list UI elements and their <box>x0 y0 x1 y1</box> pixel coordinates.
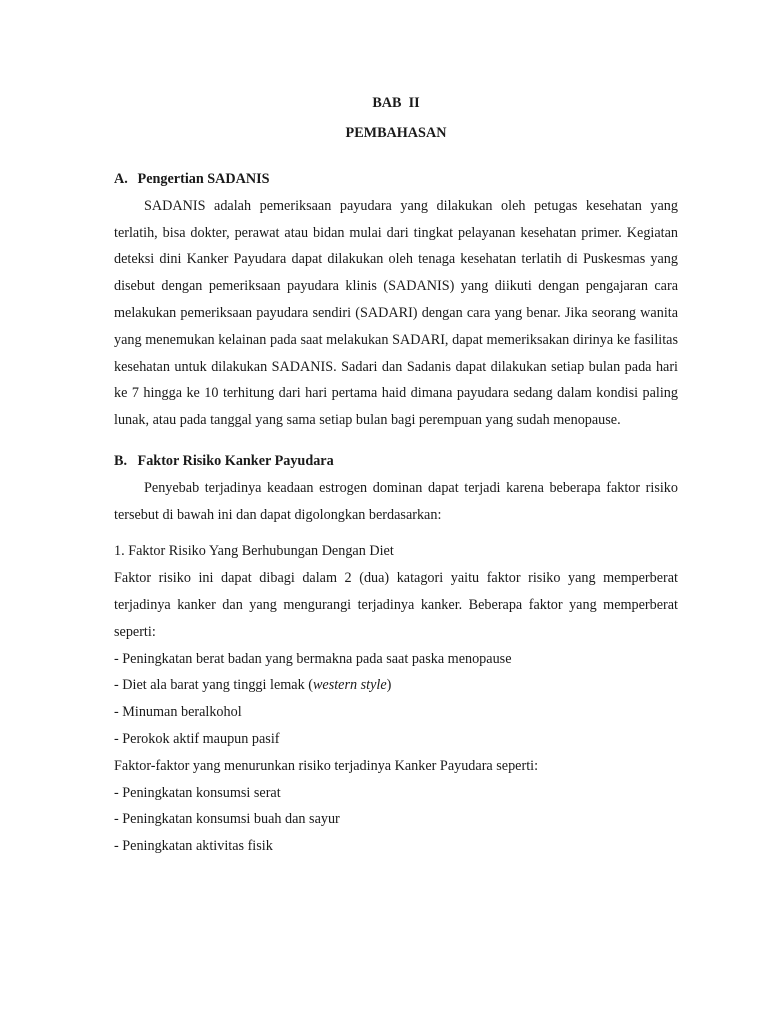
list-item-text: ) <box>386 677 392 694</box>
list-item-text: - Diet ala barat yang tinggi lemak ( <box>114 677 313 694</box>
section-a-number: A. <box>114 171 128 187</box>
chapter-label: BAB II <box>372 95 420 111</box>
list-item-aggravating-1: - Peningkatan berat badan yang bermakna pada saat paska menopause <box>114 650 512 667</box>
section-b-number: B. <box>114 452 128 469</box>
list-item-aggravating-4: - Perokok aktif maupun pasif <box>114 730 280 747</box>
section-a <box>114 166 678 434</box>
chapter-header <box>114 88 678 148</box>
section-b-paragraph: Penyebab terjadinya keadaan estrogen dominan dapat terjadi karena beberapa faktor risiko tersebut di bawah ini dan dapat digolongkan berdasarkan: <box>114 479 678 523</box>
reducing-intro: Faktor-faktor yang menurunkan risiko terjadinya Kanker Payudara seperti: <box>114 757 539 774</box>
section-a-title: Pengertian SADANIS <box>137 171 270 187</box>
subsection-1 <box>114 538 678 860</box>
list-item-reducing-1: - Peningkatan konsumsi serat <box>114 784 281 801</box>
section-b-heading <box>114 448 678 475</box>
page-content <box>114 88 678 860</box>
list-item-reducing-3: - Peningkatan aktivitas fisik <box>114 838 273 855</box>
section-b-title: Faktor Risiko Kanker Payudara <box>137 452 334 469</box>
list-item-aggravating-3: - Minuman beralkohol <box>114 704 242 721</box>
list-item-reducing-2: - Peningkatan konsumsi buah dan sayur <box>114 811 340 828</box>
list-item-aggravating-2 <box>114 672 678 699</box>
chapter-title: PEMBAHASAN <box>345 125 447 141</box>
subsection-1-title: 1. Faktor Risiko Yang Berhubungan Dengan Diet <box>114 543 394 560</box>
section-a-heading <box>114 166 678 193</box>
italic-term: western style <box>312 677 387 694</box>
section-b <box>114 448 678 528</box>
section-a-paragraph: SADANIS adalah pemeriksaan payudara yang dilakukan oleh petugas kesehatan yang terlatih, bisa dokter, perawat atau bidan mulai dari tingkat pelayanan kesehatan primer. Kegiatan deteksi dini Kanker Payudara dapat dilakukan oleh tenaga kesehatan terlatih di Puskesmas yang disebut dengan pemeriksaan payudara klinis (SADANIS) yang diikuti dengan pengajaran cara melakukan pemeriksaan payudara sendiri (SADARI) dengan cara yang benar. Jika seorang wanita yang menemukan kelainan pada saat melakukan SADARI, dapat memeriksakan dirinya ke fasilitas kesehatan untuk dilakukan SADANIS. Sadari dan Sadanis dapat dilakukan setiap bulan pada hari ke 7 hingga ke 10 terhitung dari hari pertama haid dimana payudara sedang dalam kondisi paling lunak, atau pada tanggal yang sama setiap bulan bagi perempuan yang sudah menopause. <box>114 197 678 429</box>
subsection-1-intro: Faktor risiko ini dapat dibagi dalam 2 (dua) katagori yaitu faktor risiko yang memperberat terjadinya kanker dan yang mengurangi terjadinya kanker. Beberapa faktor yang memperberat seperti: <box>114 570 678 640</box>
